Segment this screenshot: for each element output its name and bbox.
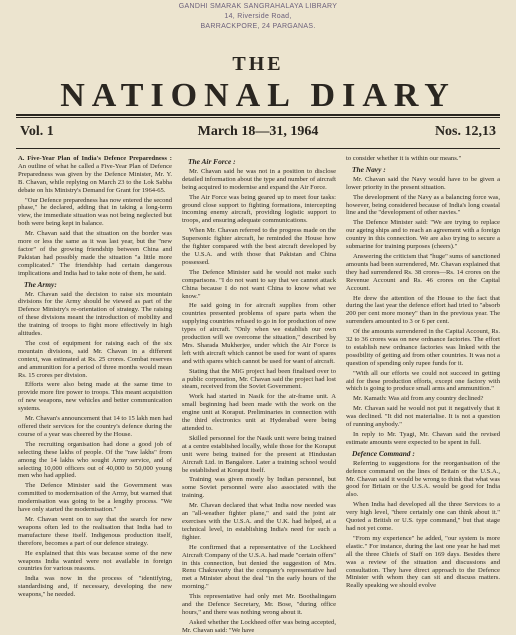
paragraph: When India had developed all the three Services to a very high level, "there certainly one can think about it." Quoted a British or U.S. type command," but that stage had not yet come.: [346, 501, 500, 532]
paragraph: The Defence Minister said: "We are trying to replace our ageing ships and to reach an agreement with a foreign country in this connection. We are also trying to secure a submarine for training purposes (cheers).": [346, 219, 500, 251]
paragraph: Stating that the MiG project had been finalised over to a public corporation, Mr. Chavan said the project had lost steam, received from the Soviet Government.: [182, 367, 336, 391]
issue-numbers: Nos. 12,13: [434, 124, 496, 139]
paragraph: The Defence Minister said the Government was committed to modernisation of the Army, but warned that modernisation was going to be a lengthy process. "We have only started the modernisation.": [18, 482, 172, 514]
paragraph: to consider whether it is within our means.": [346, 155, 462, 162]
paragraph: Asked whether the Lockheed offer was being accepted, Mr. Chavan said: "We have: [182, 618, 336, 634]
dateline-rule: [16, 148, 500, 149]
paragraph: Skilled personnel for the Nasik unit were being trained at a centre established locally, while those for the Koraput unit were being trained for the present at Hindustan Aircraft Ltd. in Bangalore. Later a training school would be established at Koraput itself.: [182, 434, 336, 474]
paragraph: Of the amounts surrendered in the Capital Account, Rs. 32 to 36 crores was on new ordnance factories. The effort to establish new ordnance factories was linked with the possibility of getting aid from other countries. It was not a question of spending only rupee funds for it.: [346, 328, 500, 367]
masthead: [0, 54, 516, 116]
stamp-line-1: GANDHI SMARAK SANGRAHALAYA LIBRARY: [178, 3, 338, 10]
stamp-line-2: 14, Riverside Road,: [224, 13, 292, 20]
article-intro: An outline of what he called a Five-Year Plan of Defence Preparedness was given by the Defence Minister, Mr. Y. B. Chavan, while replying on March 23 to the Lok Sabha debate on his Ministry's Demand for Grant for 1964-65.: [18, 162, 172, 194]
paragraph: "Our Defence preparedness has now entered the second phase," he declared, adding that in taking a long-term view, the immediate situation was not being neglected but both were being kept in balance.: [18, 196, 172, 228]
paragraph: The Defence Minister said he would not make such comparisons. "I do not want to say that we cannot attack China because I do not want China to know what we know.": [182, 268, 336, 300]
article-lead: [18, 155, 172, 195]
paragraph: Mr. Chavan said the decision to raise six mountain divisions for the Army should be viewed as part of the Defence Ministry's re-orientation of strategy. The raising of these divisions meant the introduction of mobility and the training of troops to fight more effectively in high altitudes.: [18, 290, 172, 338]
paragraph: Mr. Chavan's announcement that 14 to 15 lakh men had offered their services for the country's defence during the course of a year was cheered by the House.: [18, 415, 172, 438]
column-1: [18, 155, 172, 605]
section-heading-defence-command: Defence Command :: [352, 448, 415, 458]
library-stamp: [150, 2, 366, 36]
section-heading-air-force: The Air Force :: [188, 157, 236, 166]
issue-date: March 18—31, 1964: [197, 124, 319, 139]
paragraph: Training was given mostly by Indian personnel, but some Soviet personnel were also associated with the training.: [182, 476, 336, 500]
paragraph: Mr. Chavan declared that what India now needed was an "all-weather fighter plane," and said the joint air exercises with the U.S.A. and the U.K. had helped, at a technical level, in establishing India's need for such a fighter.: [182, 502, 336, 541]
paragraph: This representative had only met Mr. Boothalingam and the Defence Secretary, Mr. Bose, "during office hours," and there was nothing wrong about it.: [182, 593, 336, 616]
volume-number: Vol. 1: [20, 124, 54, 139]
paragraph: He drew the attention of the House to the fact that during the last year the defence effort had tried to "absorb 200 per cent more money" than in the previous year. The surrenders amounted to 3 or 6 per cent.: [346, 294, 500, 326]
masthead-title: NATIONAL DIARY: [60, 77, 456, 114]
paragraph: Mr. Chavan said he would not put it negatively that it was declined. "It did not materialise. It is not a question of running anybody.": [346, 405, 500, 429]
stamp-line-3: BARRACKPORE, 24 PARGANAS.: [200, 23, 316, 30]
paragraph: The cost of equipment for raising each of the six mountain divisions, said Mr. Chavan in a different context, was estimated at Rs. 25 crores. Combat reserves and ammunition for a period of three months would mean Rs. 15 crores per division.: [18, 339, 172, 379]
masthead-the: THE: [232, 53, 284, 75]
paragraph: He confirmed that a representative of the Lockheed Aircraft Company of the U.S.A. had made "certain offers" in this connection, but denied the suggestion of Mrs. Renu Chakravarty that the company's representative had met a Minister about the deal "in the early hours of the morning.": [182, 543, 336, 591]
paragraph: In reply to Mr. Tyagi, Mr. Chavan said the revised estimate amounts were expected to be spent in full.: [346, 431, 500, 446]
article-title: A. Five-Year Plan of India's Defence Preparedness :: [18, 155, 172, 162]
paragraph: Referring to suggestions for the reorganisation of the defence command on the lines of Britain or the U.S.A., Mr. Chavan said it would be wrong to think that what was good for Britain or the U.S.A. would be good for India also.: [346, 459, 500, 499]
paragraph: Mr. Chavan said he was not in a position to disclose detailed information about the type and number of aircraft being acquired to modernise and expand the Air Force.: [182, 167, 336, 191]
paragraph: Mr. Kamath: Was aid from any country declined?: [353, 395, 484, 403]
top-rule-thin: [16, 117, 500, 118]
column-2: [182, 155, 337, 634]
paragraph: The recruiting organisation had done a good job of selecting these lakhs of people. Of the "raw lakhs" from among the 14 lakhs who sought Army service, and of selecting 10,000 officers out of 40,000 to 50,000 young men who had applied.: [18, 440, 172, 480]
paragraph: The Air Force was being geared up to meet four tasks: ground close support to fighting formations, intercepting incoming enemy aircraft, providing logistic support to troops, and ensuring adequate communications.: [182, 193, 336, 225]
paragraph: Answering the criticism that "huge" sums of sanctioned amounts had been surrendered, Mr. Chavan explained that they had surrendered Rs. 38 crores—Rs. 14 crores on the Revenue Account and Rs. 46 crores on the Capital Account.: [346, 252, 500, 292]
column-3: [346, 155, 500, 605]
paragraph: He said going in for aircraft supplies from other countries presented problems of spare parts when the supplying countries refused to go in for production of new types of aircraft. "Only when we establish our own production will we overcome the situation," described by Mrs. Sharada Mukherjee, under which the Air Force is left with aircraft which cannot be used for want of spares and with spares which cannot be used for want of aircraft.: [182, 302, 337, 365]
paragraph: "With all our efforts we could not succeed in getting aid for these production efforts, except one factory with which is going to produce small arms and ammunition.": [346, 369, 500, 393]
paragraph: India was now in the process of "identifying, standardising and, if necessary, developing the new weapons," he needed.: [18, 575, 172, 599]
dateline: [20, 124, 496, 146]
paragraph: Mr. Chavan said that the situation on the border was more or less the same as it was last year, but the "new factor" of the growing friendship between China and Pakistan had possibly made the situation "a little more complicated." The friendship had certain dangerous implications and India had to take note of them, he said.: [18, 230, 172, 277]
paragraph: Efforts were also being made at the same time to provide more fire power to troops. This meant acquisition of new weapons, new vehicles and better communication systems.: [18, 381, 172, 413]
paragraph: Mr. Chavan went on to say that the search for new weapons often led to the realisation that India had to manufacture these itself. Indigenous production itself, therefore, becomes a part of our defence strategy.: [18, 515, 172, 547]
paragraph: "From my experience" he added, "our system is more elastic." For instance, during the last one year he had met all the three Chiefs of Staff on 169 days. Besides there was a review of the situation and discussions and consultation. They have direct approach to the Defence Minister with whom they can sit and discuss matters. Really speaking we should evolve: [346, 534, 500, 590]
paragraph: He explained that this was because some of the new weapons India wanted were not available in foreign countries for various reasons.: [18, 549, 172, 573]
top-rule: [16, 114, 500, 116]
paragraph: Mr. Chavan said the Navy would have to be given a lower priority in the present situation.: [346, 175, 500, 191]
article-columns: [18, 155, 500, 634]
section-heading-army: The Army:: [24, 279, 57, 289]
section-heading-navy: The Navy :: [352, 164, 386, 174]
paragraph: When Mr. Chavan referred to the progress made on the Supersonic fighter aircraft, he reminded the House how the fighter compared with the best aircraft developed by the U.S.A. and with those that Pakistan and China possessed.: [182, 227, 336, 266]
paragraph: Work had started in Nasik for the air-frame unit. A small beginning had been made with the work on the engine unit at Koraput. Preliminaries in connection with the third electronics unit at Hyderabad were being attended to.: [182, 393, 336, 432]
paragraph: The development of the Navy as a balancing force was, however, being considered because of India's long coastal line and the "development of other navies.": [346, 193, 500, 217]
